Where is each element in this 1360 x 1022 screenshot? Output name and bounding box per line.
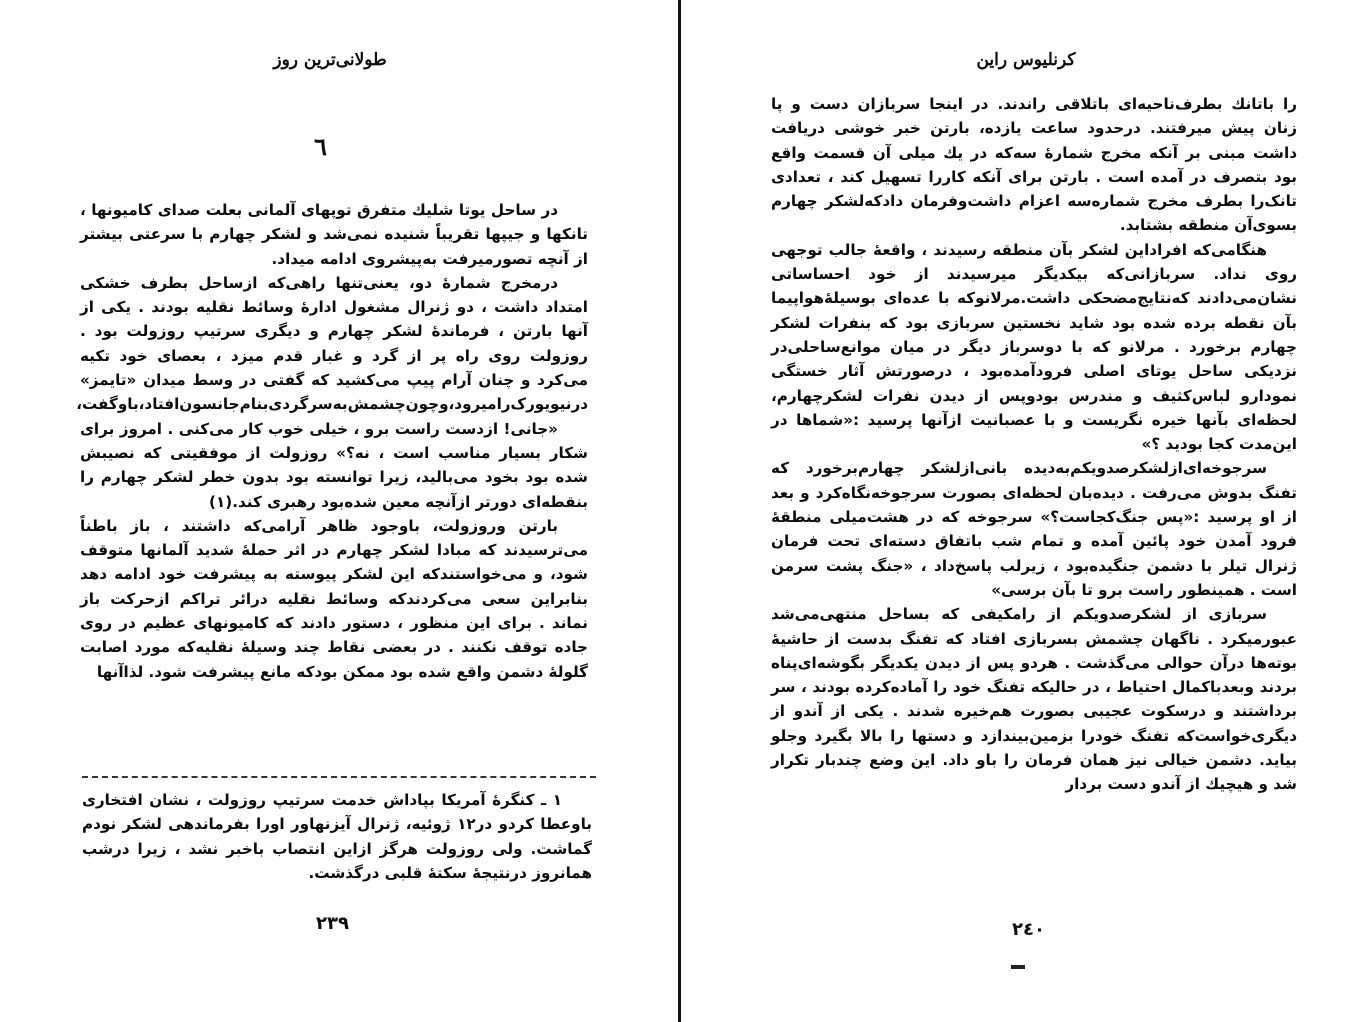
paragraph: را باتانك بطرف‌ناحیه‌ای باتلاقی راندند. در اینجا سربازان دست و پا زنان پیش میرفتند. درحدود ساعت یازده، بارتن خبر خوشی دریافت داشت مبنی بر آنکه مخرج شمارهٔ سه‌که در یك میلی آن قسمت واقع بود بتصرف در آمده است . بارتن برای آنکه کاررا تسهیل کند ، تعدادی تانک‌را بطرف مخرج شماره‌سه اعزام داشت‌وفرمان دادکه‌لشکر چهارم بسوی‌آن منطقه بشتابد. (771, 95, 1297, 235)
paragraph: هنگامی‌که افراداین لشکر بآن منطقه رسیدند ، واقعهٔ جالب توجهی روی نداد. سربازانی‌که بیکدیگر میرسیدند از خود احساساتی نشان‌می‌دادند که‌نتایج‌مضحکی داشت.مرلانوکه با عده‌ای بوسیلهٔ‌هواپیما بآن نقطه برده شده بود شاید نخستین سربازی بود که بنفرات لشکر چهارم برخورد . مرلانو که با دوسرباز دیگر در میان موانع‌ساحلی‌در نزدیکی ساحل یوتای اصلی فرودآمده‌بود ، درصورتش آثار خستگی نمودارو لباس‌کثیف و مندرس بودوپس از دیدن نفرات لشکرچهارم، لحظه‌ای بآنها خیره نگریست و با عصبانیت ازآنها پرسید :«شماها در این‌مدت کجا بودید ؟» (771, 240, 1297, 454)
paragraph: در ساحل یوتا شلیك متفرق توپهای آلمانی بعلت صدای کامیونها ، تانکها و جیپها تقریباً شنیده نمی‌شد و لشکر چهارم با سرعتی بیشتر از آنچه تصورمیرفت به‌پیشروی ادامه میداد. (80, 201, 588, 268)
running-head-author: کرنلیوس راین (976, 50, 1076, 70)
left-page (0, 0, 678, 1022)
footnote-divider (82, 776, 596, 778)
footnote-text: ١ ـ کنگرهٔ آمریکا بپاداش خدمت سرتیپ روزولت ، نشان افتخاری باوعطا کردو در١٢ ژوئیه، ژنرال آیزنهاور اورا بفرماندهی لشکر نودم گماشت. ولی روزولت هرگز ازاین انتصاب باخبر نشد ، زیرا درشب همانروز درنتیجهٔ سکتهٔ قلبی درگذشت. (82, 791, 592, 882)
right-page-body (771, 92, 1297, 797)
chapter-number: ٦ (314, 132, 327, 161)
paragraph: سرجوخه‌ای‌ازلشکرصدویکم‌به‌دیده بانی‌ازلشکر چهارم‌برخورد که تفنگ بدوش می‌رفت . دیده‌بان لحظه‌ای بصورت سرجوخه‌نگاه‌کرد و بعد از او پرسید :«پس جنگ‌کجاست؟» سرجوخه که در هشت‌میلی منطقهٔ فرود آمدن خود پائین آمده و تمام شب باتفاق دسته‌ای تحت فرمان ژنرال تیلر با دشمن جنگیده‌بود ، زیرلب پاسخ‌داد ، «جنگ پشت سرمن است . همینطور راست برو تا بآن برسی» (771, 459, 1297, 599)
paragraph: درمخرج شمارهٔ دو، یعنی‌تنها راهی‌که ازساحل بطرف خشکی امتداد داشت ، دو ژنرال مشغول ادارهٔ وسائط نقلیه بودند . یکی از آنها بارتن ، فرماندهٔ لشکر چهارم و دیگری سرتیپ روزولت بود . روزولت روی راه پر از گرد و غبار قدم میزد ، بعصای خود تکیه می‌کرد و چنان آرام پیپ می‌کشید که گفتی در وسط میدان «تایمز» درنیویورک‌رامیرود،وچون‌چشمش‌به‌سرگردی‌بنام‌جانسون‌افتاد،باوگفت، (76, 273, 588, 414)
running-head-book-title: طولانی‌ترین روز (273, 50, 387, 70)
page-number: ٢٤٠ (1012, 919, 1045, 940)
paragraph: بارتن وروزولت، باوجود ظاهر آرامی‌که داشتند ، باز باطناً می‌ترسیدند که مبادا لشکر چهارم در اثر حملهٔ شدید آلمانها متوقف شود، و می‌خواستندکه این لشکر پیوسته به پیشرفت خود ادامه دهد بنابراین سعی می‌کردندکه وسائط نقلیه درائر تراکم ازحرکت باز نماند . برای این منظور ، دستور دادند که کامیونهای عظیم در روی جاده توقف نکنند . در بعضی نقاط چند وسیلهٔ نقلیه‌که مورد اصابت گلولهٔ دشمن واقع شده بود ممکن بودکه مانع پیشرفت شود. لذاآنها (80, 516, 588, 681)
left-page-body (76, 198, 588, 684)
footnote (82, 788, 592, 885)
paragraph: «جانی! ازدست راست برو ، خیلی خوب کار می‌کنی . امروز برای شکار بسیار مناسب است ، نه؟» روزولت از موفقیتی که نصیبش شده بود بخود می‌بالید، زیرا توانسته بود بدون خطر لشکر چهارم را بنقطه‌ای دورتر ازآنچه معین شده‌بود رهبری کند.(١) (80, 419, 588, 511)
print-mark (1011, 965, 1025, 969)
right-page (681, 0, 1360, 1022)
page-number: ٢٣٩ (316, 913, 349, 934)
paragraph: سربازی از لشکرصدویکم از رامکیفی که بساحل منتهی‌می‌شد عبورمیکرد . ناگهان چشمش بسربازی افتاد که تفنگ بدست از حاشیهٔ بوته‌ها درآن حوالی می‌گذشت . هردو پس از دیدن یکدیگر بگوشه‌ای‌پناه بردند وبعدباکمال احتیاط ، در حالیکه تفنگ خود را آماده‌کرده بودند ، سر برداشتند و درسکوت عجیبی بصورت هم‌خیره شدند . یکی از آندو از دیگری‌خواست‌که تفنگ خودرا بزمین‌بیندازد و دستها را بالا بگیرد وجلو بیاید. دشمن خیالی نیز همان فرمان را باو داد. این وضع چندبار تکرار شد و هیچیك از آندو دست بردار (771, 605, 1297, 794)
